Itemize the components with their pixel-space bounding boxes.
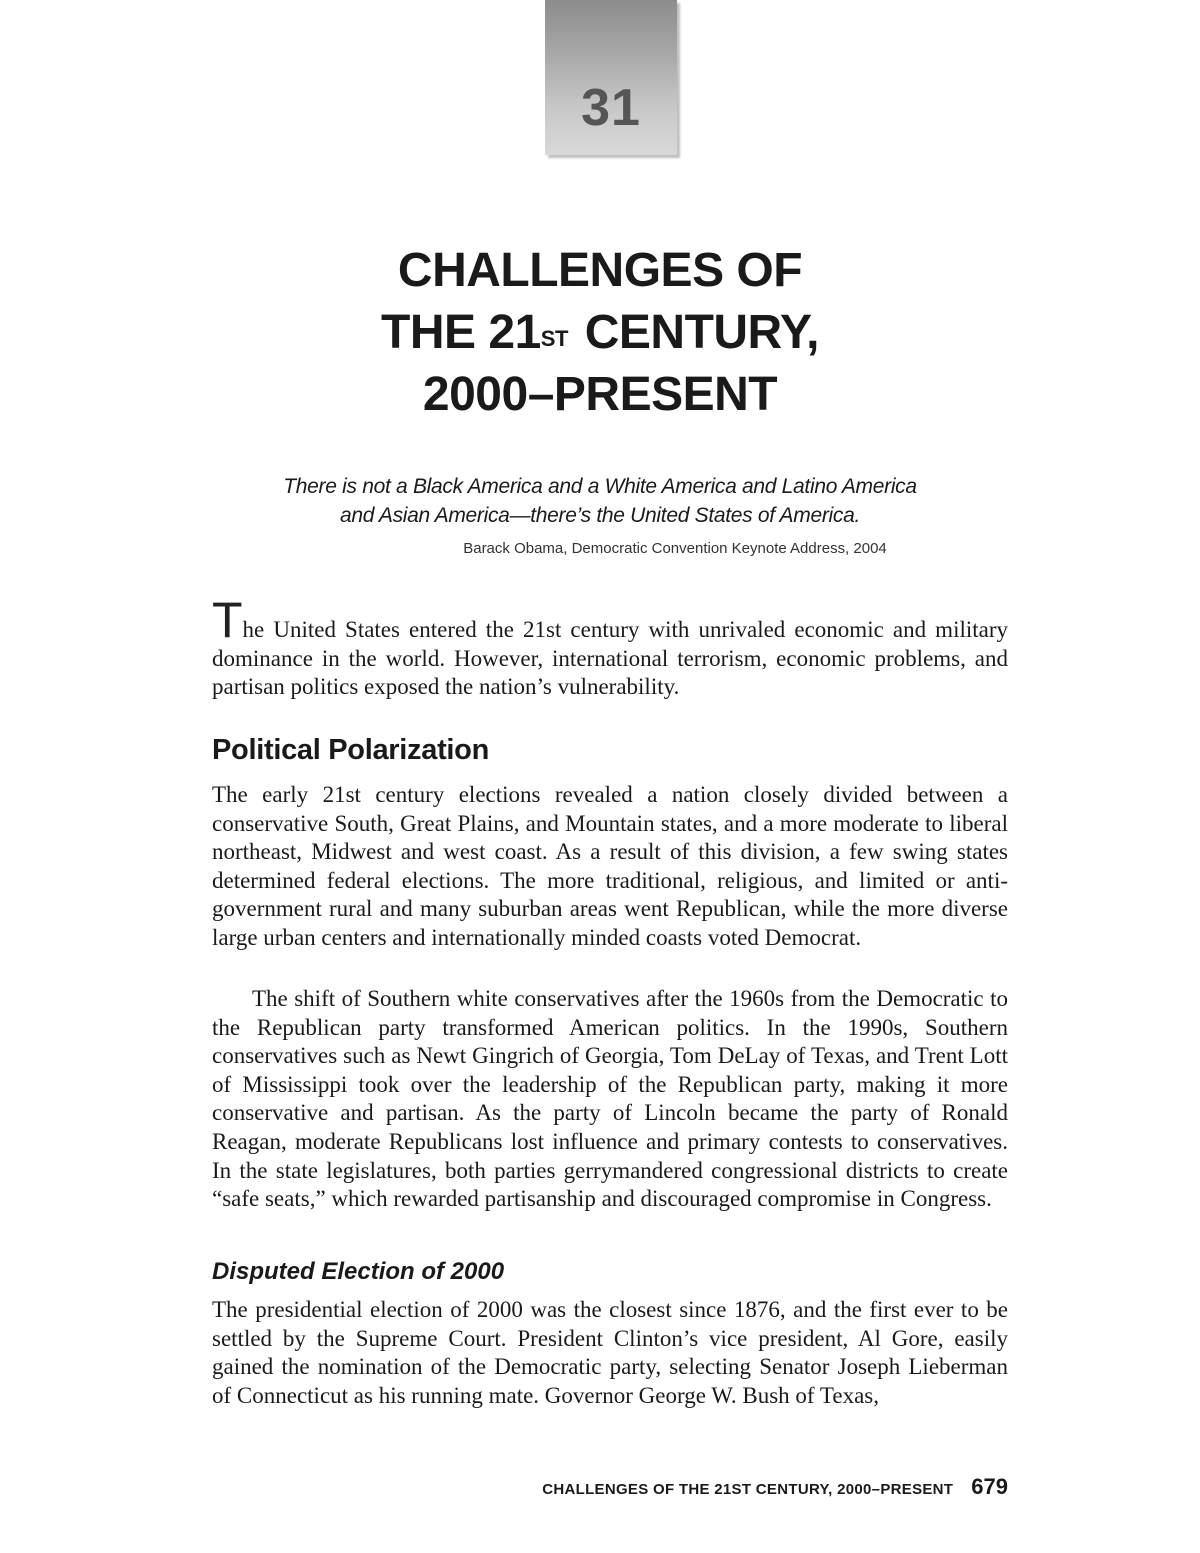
intro-text: he United States entered the 21st century with unrivaled economic and military dominance in the world. However, international terrorism, economic problems, and partisan politics exposed the nation’s vulnerability. [212, 617, 1008, 700]
section-heading-disputed-election: Disputed Election of 2000 [212, 1258, 505, 1285]
chapter-title-line-3: 2000–PRESENT [422, 368, 778, 421]
body-paragraph: The shift of Southern white conservatives after the 1960s from the Democratic to the Republican party transformed American politics. In the 1990s, Southern conservatives such as Newt Gingrich of Georgia, Tom DeLay of Texas, and Trent Lott of Mississippi took over the leadership of the Republican party, making it more conservative and partisan. As the party of Lincoln became the party of Ronald Reagan, moderate Republicans lost influence and primary contests to conservatives. In the state legislatures, both parties gerrymandered congressional districts to create “safe seats,” which rewarded partisanship and discouraged compromise in Congress. [212, 986, 1008, 1212]
epigraph-attribution: Barack Obama, Democratic Convention Keynote Address, 2004 [463, 540, 887, 557]
chapter-title-line-2-suffix: CENTURY, [571, 306, 819, 359]
running-head: CHALLENGES OF THE 21ST CENTURY, 2000–PRESENT [542, 1481, 954, 1498]
page-number: 679 [971, 1474, 1008, 1499]
drop-cap: T [212, 592, 243, 648]
page-footer [480, 1474, 1008, 1500]
epigraph-quote [200, 472, 1000, 530]
intro-paragraph [212, 592, 1008, 702]
epigraph-quote-line-2: and Asian America—there’s the United States of America. [339, 504, 861, 527]
chapter-title-line-1: CHALLENGES OF [397, 244, 803, 297]
chapter-number-tab [545, 0, 677, 155]
chapter-title-superscript: ST [540, 326, 568, 351]
chapter-title-line-2-prefix: THE 21 [381, 306, 541, 359]
epigraph-quote-line-1: There is not a Black America and a White America and Latino America [283, 475, 917, 498]
epigraph [200, 472, 1000, 557]
section-heading-political-polarization: Political Polarization [212, 734, 490, 766]
chapter-title-line-2 [200, 302, 1000, 364]
chapter-title [200, 240, 1000, 426]
chapter-number: 31 [581, 79, 641, 137]
body-paragraph: The presidential election of 2000 was the closest since 1876, and the first ever to be settled by the Supreme Court. President Clinton’s vice president, Al Gore, easily gained the nomination of the Democratic party, selecting Senator Joseph Lieberman of Connecticut as his running mate. Governor George W. Bush of Texas, [212, 1297, 1008, 1408]
body-paragraph: The early 21st century elections revealed a nation closely divided between a conservative South, Great Plains, and Mountain states, and a more moderate to liberal northeast, Midwest and west coast. As a result of this division, a few swing states determined federal elections. The more traditional, religious, and limited or anti-government rural and many suburban areas went Republican, while the more diverse large urban centers and internationally minded coasts voted Democrat. [212, 782, 1008, 950]
